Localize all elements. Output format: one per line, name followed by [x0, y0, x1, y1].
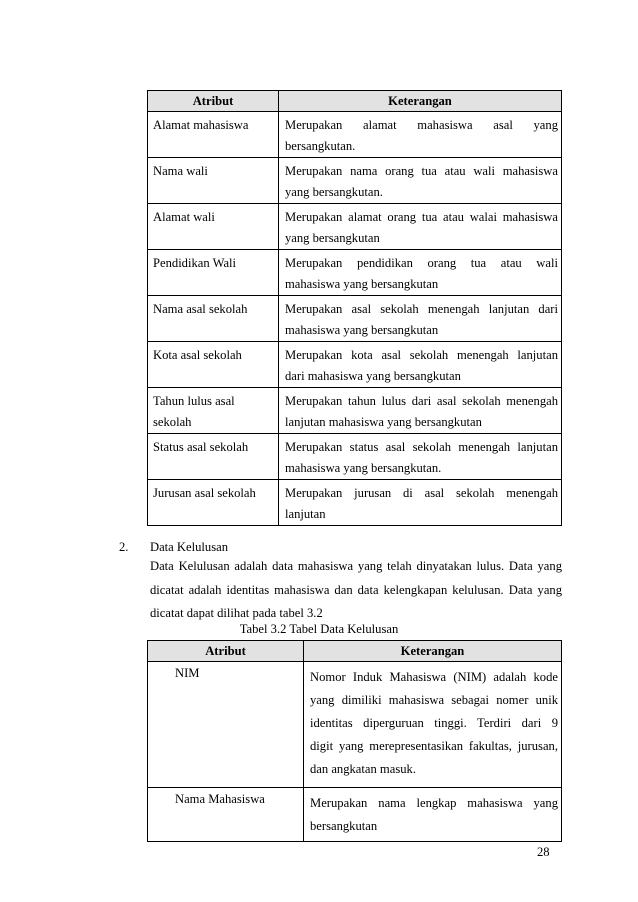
description-line: mahasiswa yang bersangkutan	[285, 323, 439, 337]
header-keterangan: Keterangan	[279, 91, 562, 112]
description-line: Merupakan alamat mahasiswa asal yang	[285, 118, 558, 132]
description-line: Merupakan nama lengkap mahasiswa yang	[310, 796, 558, 810]
section-paragraph	[150, 555, 562, 626]
description-line: Merupakan pendidikan orang tua atau wali	[285, 256, 558, 270]
attribute-table-continued	[147, 90, 562, 526]
attribute-name: sekolah	[153, 415, 192, 429]
description-line: dan angkatan masuk.	[310, 762, 416, 776]
description-line: digit yang merepresentasikan fakultas, jurusan,	[310, 739, 558, 753]
table-row	[148, 788, 562, 842]
table-row	[148, 296, 562, 342]
header-atribut: Atribut	[148, 641, 304, 662]
attribute-name: Status asal sekolah	[153, 440, 249, 454]
table-row	[148, 434, 562, 480]
table-row	[148, 662, 562, 788]
description-line: yang bersangkutan	[285, 231, 380, 245]
description-line: Merupakan tahun lulus dari asal sekolah menengah	[285, 394, 558, 408]
attribute-name: Nama wali	[153, 164, 208, 178]
table-row	[148, 112, 562, 158]
description-line: Merupakan kota asal sekolah menengah lanjutan	[285, 348, 558, 362]
description-line: mahasiswa yang bersangkutan.	[285, 461, 442, 475]
description-line: mahasiswa yang bersangkutan	[285, 277, 439, 291]
table-row	[148, 342, 562, 388]
attribute-name: Alamat mahasiswa	[153, 118, 249, 132]
description-line: Merupakan nama orang tua atau wali mahasiswa	[285, 164, 558, 178]
description-line: Nomor Induk Mahasiswa (NIM) adalah kode	[310, 670, 558, 684]
page-number: 28	[537, 845, 550, 859]
paragraph-line: Data Kelulusan adalah data mahasiswa yang telah dinyatakan lulus. Data yang	[150, 559, 562, 573]
attribute-name: Jurusan asal sekolah	[153, 486, 256, 500]
description-line: bersangkutan.	[285, 139, 356, 153]
description-line: lanjutan mahasiswa yang bersangkutan	[285, 415, 482, 429]
attribute-name: Tahun lulus asal	[153, 394, 235, 408]
description-line: lanjutan	[285, 507, 326, 521]
section-number: 2.	[119, 540, 129, 554]
paragraph-line: dicatat adalah identitas mahasiswa dan data kelengkapan kelulusan. Data yang	[150, 582, 562, 597]
table-row	[148, 480, 562, 526]
description-line: yang dimiliki mahasiswa sebagai nomer unik	[310, 693, 558, 707]
table-header-row	[148, 91, 562, 112]
header-keterangan: Keterangan	[304, 641, 562, 662]
table-header-row	[148, 641, 562, 662]
attribute-name: Pendidikan Wali	[153, 256, 237, 270]
table-row	[148, 204, 562, 250]
graduation-data-table	[147, 640, 562, 842]
attribute-name: Alamat wali	[153, 210, 215, 224]
attribute-name: NIM	[175, 666, 200, 680]
table-row	[148, 158, 562, 204]
paragraph-line: dicatat dapat dilihat pada tabel 3.2	[150, 606, 323, 620]
description-line: bersangkutan	[310, 819, 378, 833]
description-line: dari mahasiswa yang bersangkutan	[285, 369, 461, 383]
table-row	[148, 388, 562, 434]
description-line: identitas diperguruan tinggi. Terdiri dari 9	[310, 716, 558, 730]
description-line: Merupakan status asal sekolah menengah lanjutan	[285, 440, 558, 454]
description-line: Merupakan alamat orang tua atau walai mahasiswa	[285, 210, 558, 224]
attribute-name: Nama asal sekolah	[153, 302, 248, 316]
attribute-name: Nama Mahasiswa	[175, 792, 265, 806]
table-caption: Tabel 3.2 Tabel Data Kelulusan	[239, 622, 399, 636]
description-line: yang bersangkutan.	[285, 185, 383, 199]
attribute-name: Kota asal sekolah	[153, 348, 242, 362]
description-line: Merupakan jurusan di asal sekolah menengah	[285, 486, 558, 500]
section-title: Data Kelulusan	[150, 540, 228, 554]
description-line: Merupakan asal sekolah menengah lanjutan dari	[285, 302, 558, 316]
table-row	[148, 250, 562, 296]
header-atribut: Atribut	[148, 91, 279, 112]
